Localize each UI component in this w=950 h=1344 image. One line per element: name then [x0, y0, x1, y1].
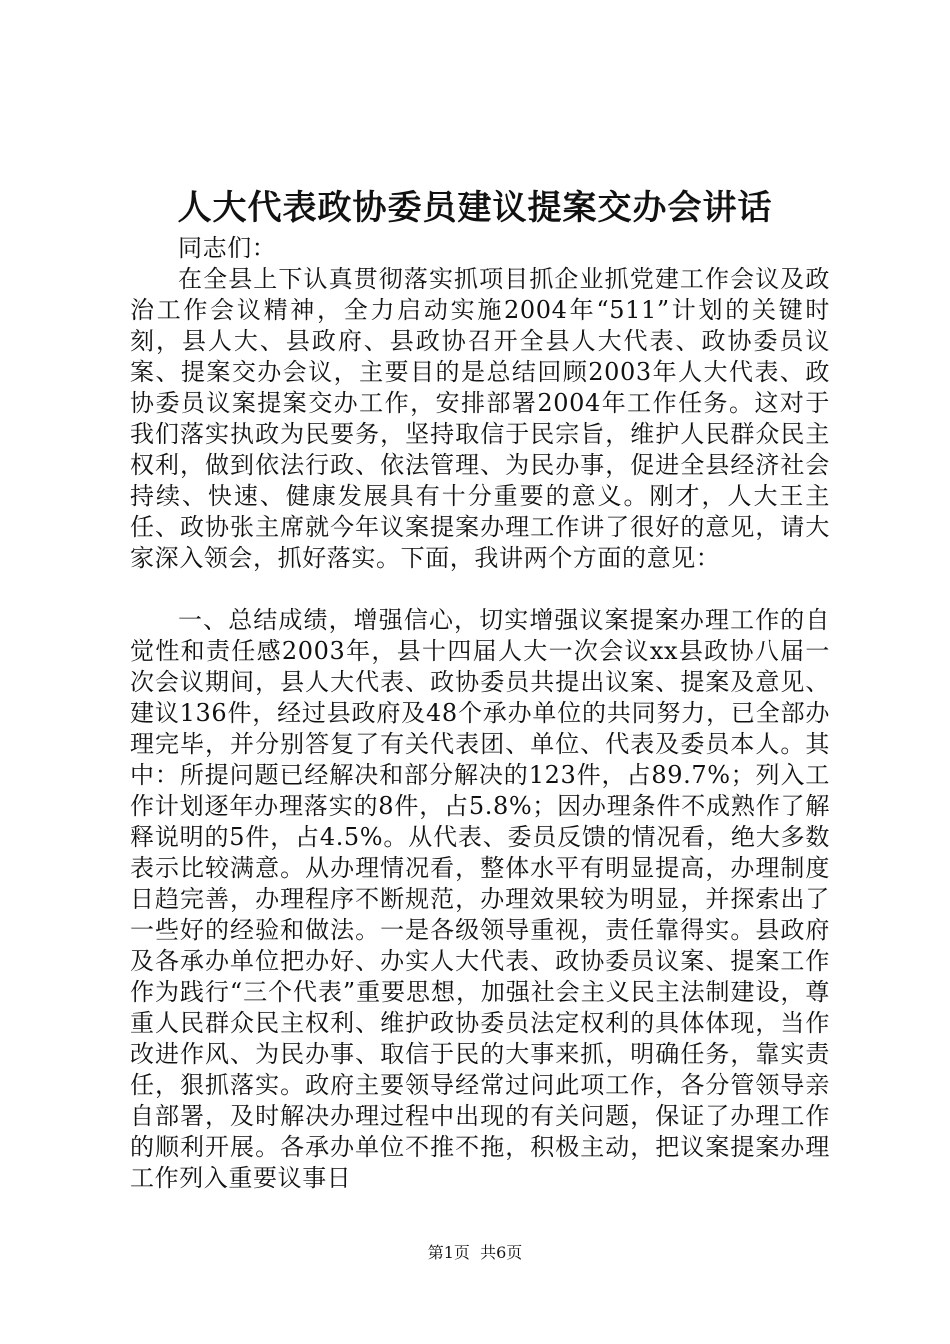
page-footer [0, 1242, 950, 1264]
salutation: 同志们： [178, 234, 277, 262]
document-title: 人大代表政协委员建议提案交办会讲话 [177, 188, 773, 228]
paragraph-intro: 在全县上下认真贯彻落实抓项目抓企业抓党建工作会议及政治工作会议精神，全力启动实施2004年“511”计划的关键时刻，县人大、县政府、县政协召开全县人大代表、政协委员议案、提案交办会议，主要目的是总结回顾2003年人大代表、政协委员议案提案交办工作，安排部署2004年工作任务。这对于我们落实执政为民要务，坚持取信于民宗旨，维护人民群众民主权利，做到依法行政、依法管理、为民办事，促进全县经济社会持续、快速、健康发展具有十分重要的意义。刚才，人大王主任、政协张主席就今年议案提案办理工作讲了很好的意见，请大家深入领会，抓好落实。下面，我讲两个方面的意见： [130, 265, 830, 572]
page-number-label: 第1页 共6页 [427, 1243, 523, 1262]
document-body [130, 233, 830, 1194]
paragraph-section-one: 一、总结成绩，增强信心，切实增强议案提案办理工作的自觉性和责任感2003年，县十四届人大一次会议xx县政协八届一次会议期间，县人大代表、政协委员共提出议案、提案及意见、建议136件，经过县政府及48个承办单位的共同努力，已全部办理完毕，并分别答复了有关代表团、单位、代表及委员本人。其中：所提问题已经解决和部分解决的123件，占89.7%；列入工作计划逐年办理落实的8件，占5.8%；因办理条件不成熟作了解释说明的5件，占4.5%。从代表、委员反馈的情况看，绝大多数表示比较满意。从办理情况看，整体水平有明显提高，办理制度日趋完善，办理程序不断规范，办理效果较为明显，并探索出了一些好的经验和做法。一是各级领导重视，责任靠得实。县政府及各承办单位把办好、办实人大代表、政协委员议案、提案工作作为践行“三个代表”重要思想，加强社会主义民主法制建设，尊重人民群众民主权利、维护政协委员法定权利的具体体现，当作改进作风、为民办事、取信于民的大事来抓，明确任务，靠实责任，狠抓落实。政府主要领导经常过问此项工作，各分管领导亲自部署，及时解决办理过程中出现的有关问题，保证了办理工作的顺利开展。各承办单位不推不拖，积极主动，把议案提案办理工作列入重要议事日 [130, 606, 830, 1192]
